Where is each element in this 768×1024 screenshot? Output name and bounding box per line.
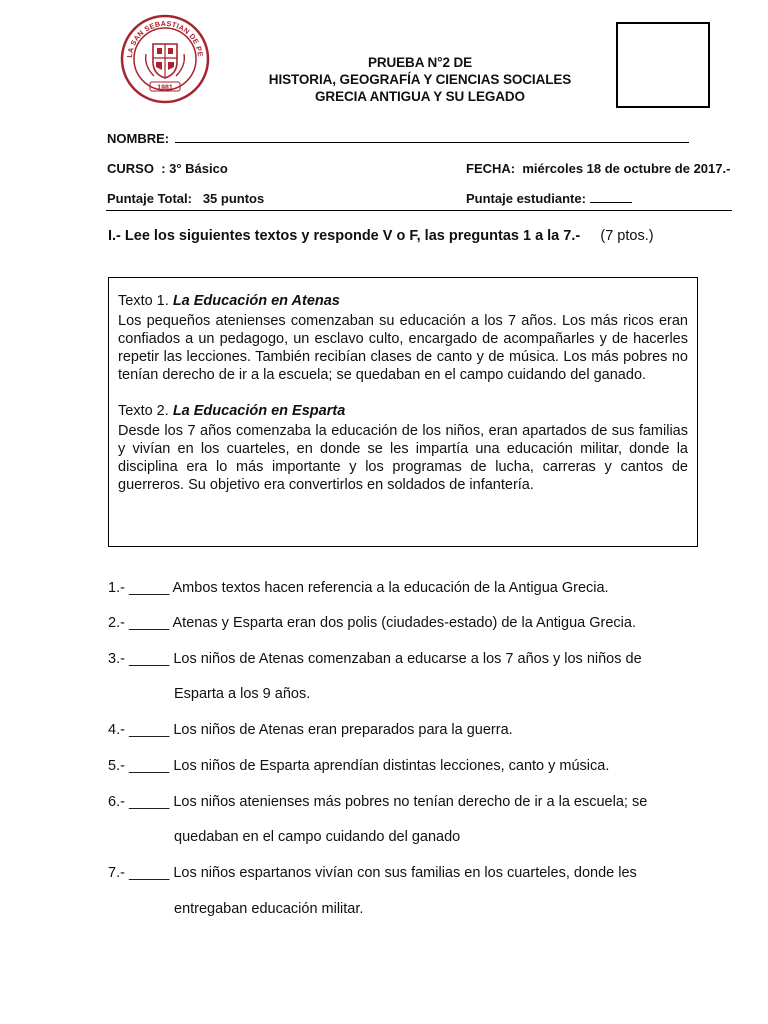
puntaje-estudiante-field[interactable]: [590, 191, 632, 203]
title-line-3: GRECIA ANTIGUA Y SU LEGADO: [315, 89, 525, 104]
question-3-text: Los niños de Atenas comenzaban a educarse a los 7 años y los niños de: [173, 651, 642, 667]
nombre-label: NOMBRE:: [107, 131, 170, 146]
puntaje-estudiante-row: [466, 191, 632, 206]
seal-text: LA SAN SEBASTIAN DE PE: [124, 18, 205, 59]
text-1-prefix: Texto 1.: [118, 293, 169, 309]
question-7-number[interactable]: 7.- _____: [108, 865, 170, 881]
question-5-text: Los niños de Esparta aprendían distintas lecciones, canto y música.: [173, 758, 610, 774]
text-1-title: La Educación en Atenas: [172, 293, 340, 309]
curso-label: CURSO: [107, 161, 154, 176]
grade-box: [616, 22, 710, 108]
question-4: [108, 722, 513, 738]
fecha-label: FECHA:: [466, 161, 516, 176]
question-2-number[interactable]: 2.- _____: [108, 615, 170, 631]
puntaje-total-value: 35 puntos: [202, 191, 265, 206]
question-1: [108, 580, 609, 596]
question-6-continuation: quedaban en el campo cuidando del ganado: [174, 829, 461, 845]
puntaje-total-label: Puntaje Total:: [107, 191, 192, 206]
question-3-continuation: Esparta a los 9 años.: [174, 686, 311, 702]
puntaje-total-row: [107, 191, 264, 206]
curso-row: [107, 161, 228, 176]
question-3: [108, 651, 642, 667]
section-instruction: [108, 228, 654, 244]
question-2-text: Atenas y Esparta eran dos polis (ciudades-estado) de la Antigua Grecia.: [172, 615, 636, 631]
seal-year: 1981: [157, 84, 173, 92]
question-7-continuation: entregaban educación militar.: [174, 901, 364, 917]
question-2: [108, 615, 636, 631]
question-5-number[interactable]: 5.- _____: [108, 758, 170, 774]
title-line-2: HISTORIA, GEOGRAFÍA Y CIENCIAS SOCIALES: [268, 72, 572, 87]
curso-value: : 3° Básico: [161, 161, 228, 176]
puntaje-estudiante-label: Puntaje estudiante:: [466, 191, 586, 206]
instruction-points: (7 ptos.): [600, 228, 654, 244]
svg-text:ESCUELA SAN SEBASTIAN DE PELAR: [120, 14, 205, 58]
question-3-number[interactable]: 3.- _____: [108, 651, 170, 667]
question-6-text: Los niños atenienses más pobres no tenían derecho de ir a la escuela; se: [173, 794, 648, 810]
question-1-text: Ambos textos hacen referencia a la educación de la Antigua Grecia.: [172, 580, 609, 596]
fecha-value: miércoles 18 de octubre de 2017.-: [522, 161, 731, 176]
text-2-heading: [118, 402, 688, 420]
question-7-text: Los niños espartanos vivían con sus familias en los cuarteles, donde les: [173, 865, 637, 881]
text-2-prefix: Texto 2.: [118, 403, 169, 419]
question-6: [108, 794, 647, 810]
question-7: [108, 865, 637, 881]
text-2-title: La Educación en Esparta: [172, 403, 346, 419]
fecha-row: [466, 161, 730, 176]
text-1-body: Los pequeños atenienses comenzaban su educación a los 7 años. Los más ricos eran confiados a un pedagogo, un esclavo culto, encargado de acompañarles y de hacerles repetir las lecciones. También recibían clases de canto y de música. Los más pobres no tenían derecho de ir a la escuela; se quedaban en el campo cuidando del ganado.: [118, 313, 688, 383]
test-title: [220, 54, 620, 105]
instruction-text: I.- Lee los siguientes textos y responde V o F, las preguntas 1 a la 7.-: [108, 228, 581, 244]
title-line-1: PRUEBA N°2 DE: [367, 55, 473, 70]
question-5: [108, 758, 609, 774]
text-2-body: Desde los 7 años comenzaba la educación de los niños, eran apartados de sus familias y vivían en los cuarteles, en donde se les impartía una educación militar, donde la disciplina era lo más importante y los programas de lucha, carreras y cantos de guerreros. Su objetivo era convertirlos en soldados de infantería.: [118, 423, 688, 493]
header-divider: [106, 210, 732, 211]
reading-box: [108, 277, 698, 547]
nombre-field[interactable]: [175, 130, 689, 143]
text-1-heading: [118, 292, 688, 310]
nombre-row: [107, 130, 689, 146]
question-6-number[interactable]: 6.- _____: [108, 794, 170, 810]
school-seal-logo: [120, 14, 210, 104]
question-1-number[interactable]: 1.- _____: [108, 580, 170, 596]
question-4-number[interactable]: 4.- _____: [108, 722, 170, 738]
question-4-text: Los niños de Atenas eran preparados para la guerra.: [173, 722, 513, 738]
